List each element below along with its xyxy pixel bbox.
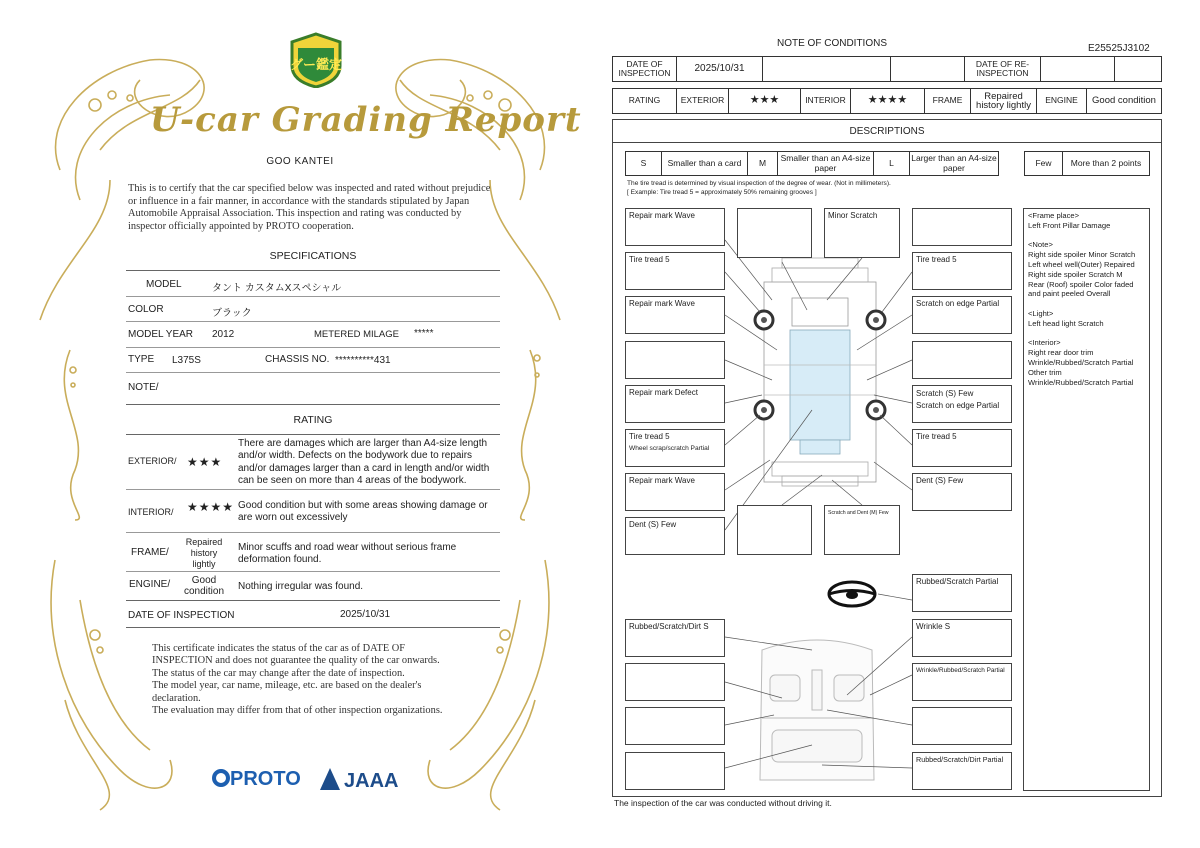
damage-box <box>737 505 812 555</box>
damage-box <box>625 663 725 701</box>
interior-stars: ★★★★ <box>851 89 925 113</box>
damage-box: Tire tread 5 <box>912 252 1012 290</box>
damage-box: Tire tread 5 <box>625 252 725 290</box>
note-label: NOTE/ <box>128 382 159 393</box>
damage-box: Scratch on edge Partial <box>912 296 1012 334</box>
exterior-label: EXTERIOR <box>677 89 729 113</box>
type-value: L375S <box>172 355 201 366</box>
jaaa-logo: JAAA <box>320 768 398 793</box>
footer-line: INSPECTION and does not guarantee the quality of the car onwards. <box>152 655 440 667</box>
interior-stars: ★★★★ <box>187 500 235 514</box>
frame-value: Repaired history lightly <box>185 537 223 569</box>
note-line: Other trim <box>1028 367 1062 377</box>
certificate-intro: This is to certify that the car specified below was inspected and rated without prejudice or influence in a fair manner, in accordance with the standards stipulated by Japan Automobile Appraisal Association. This inspection and rating was conducted by inspector officially appointed by PROTO cooperation. <box>128 183 491 232</box>
damage-box <box>912 341 1012 379</box>
engine-value: Good condition <box>1092 95 1156 107</box>
legend-text: Larger than an A4-size paper <box>911 153 997 173</box>
note-line: Right rear door trim <box>1028 348 1094 358</box>
interior-description: Good condition but with some areas showing damage or are worn out excessively <box>238 500 488 524</box>
model-value: タント カスタムXスペシャル <box>212 283 342 294</box>
tire-note: The tire tread is determined by visual inspection of the degree of wear. (Not in millimeters). <box>627 180 891 187</box>
exterior-label: EXTERIOR/ <box>128 456 177 466</box>
few-legend <box>1024 151 1150 176</box>
color-label: COLOR <box>128 304 164 315</box>
engine-value: Good condition <box>183 575 225 597</box>
damage-box: Repair mark Wave <box>625 296 725 334</box>
damage-box: Scratch and Dent (M) Few <box>824 505 900 555</box>
frame-value: Repaired history lightly <box>971 89 1037 113</box>
goo-kantei-badge <box>288 32 344 88</box>
damage-box: Scratch (S) Few Scratch on edge Partial <box>912 385 1012 423</box>
note-line: Right side spoiler Minor Scratch <box>1028 250 1136 260</box>
reinspection-label: DATE OF RE-INSPECTION <box>965 57 1041 81</box>
damage-box: Repair mark Wave <box>625 473 725 511</box>
engine-description: Nothing irregular was found. <box>238 581 364 592</box>
damage-box: Rubbed/Scratch/Dirt S <box>625 619 725 657</box>
interior-label: INTERIOR/ <box>128 507 174 517</box>
damage-box <box>737 208 812 258</box>
damage-box: Dent (S) Few <box>912 473 1012 511</box>
proto-logo: PROTO <box>212 768 301 791</box>
legend-text: Smaller than a card <box>662 152 748 175</box>
footer-line: The evaluation may differ from that of other inspection organizations. <box>152 705 443 717</box>
specifications-heading: SPECIFICATIONS <box>269 250 357 262</box>
footer-line: declaration. <box>152 692 201 704</box>
engine-label: ENGINE <box>1037 89 1087 113</box>
note-line: <Note> <box>1028 240 1053 250</box>
exterior-description: There are damages which are larger than A4-size length and/or width. Defects on the bodywork due to repairs and/or damages larger than a card in length and/or width can be seen on more than 4 areas of the bodywork. <box>238 438 490 487</box>
damage-box: Wrinkle S <box>912 619 1012 657</box>
note-line: Wrinkle/Rubbed/Scratch Partial <box>1028 377 1134 387</box>
certificate-subtitle: GOO KANTEI <box>266 156 334 167</box>
inspection-footnote: The inspection of the car was conducted without driving it. <box>614 798 832 808</box>
note-line <box>1028 231 1145 241</box>
rating-label: RATING <box>613 89 677 113</box>
model-label: MODEL <box>146 279 182 290</box>
note-line: <Light> <box>1028 308 1054 318</box>
note-line: <Frame place> <box>1028 211 1080 220</box>
damage-box <box>625 707 725 745</box>
damage-box <box>625 429 725 467</box>
exterior-stars: ★★★ <box>187 455 223 469</box>
conditions-title: NOTE OF CONDITIONS <box>777 38 887 49</box>
rating-heading: RATING <box>293 414 333 426</box>
note-line <box>1028 329 1145 339</box>
note-line: Wrinkle/Rubbed/Scratch Partial <box>1028 357 1134 367</box>
legend-text: More than 2 points <box>1070 157 1142 168</box>
rating-table <box>612 88 1162 114</box>
chassis-value: **********431 <box>335 355 391 366</box>
note-line: Right side spoiler Scratch M <box>1028 269 1123 279</box>
note-line: Left Front Pillar Damage <box>1028 220 1111 230</box>
chassis-label: CHASSIS NO. <box>265 354 330 365</box>
damage-box: Rubbed/Scratch Partial <box>912 574 1012 612</box>
interior-label: INTERIOR <box>801 89 851 113</box>
damage-box: Repair mark Defect <box>625 385 725 423</box>
note-line: <Interior> <box>1028 338 1061 348</box>
date-of-inspection-value: 2025/10/31 <box>340 609 391 620</box>
damage-box: Wrinkle/Rubbed/Scratch Partial <box>912 663 1012 701</box>
legend-key: S <box>626 152 662 175</box>
damage-box <box>625 341 725 379</box>
damage-box: Tire tread 5 <box>912 429 1012 467</box>
footer-line: The model year, car name, mileage, etc. are based on the dealer's <box>152 680 422 692</box>
note-line <box>1028 299 1145 309</box>
damage-box: Repair mark Wave <box>625 208 725 246</box>
damage-box-line: Wheel scrap/scratch Partial <box>629 445 710 452</box>
note-line: Rear (Roof) spoiler Color faded and paint peeled Overall <box>1028 279 1134 299</box>
descriptions-heading: DESCRIPTIONS <box>612 119 1162 143</box>
damage-box: Dent (S) Few <box>625 517 725 555</box>
model-year-value: 2012 <box>212 329 235 340</box>
tire-note-example: [ Example: Tire tread 5 = approximately 50% remaining grooves ] <box>627 189 817 196</box>
date-of-inspection-label: DATE OF INSPECTION <box>128 610 235 621</box>
leader-line <box>878 590 914 604</box>
inspection-date-table <box>612 56 1162 82</box>
legend-key: M <box>748 152 778 175</box>
type-label: TYPE <box>128 354 155 365</box>
note-line: Left head light Scratch <box>1028 318 1104 328</box>
date-inspection-label: DATE OF INSPECTION <box>613 57 677 81</box>
frame-label: FRAME/ <box>131 547 169 558</box>
damage-box: Rubbed/Scratch/Dirt Partial <box>912 752 1012 790</box>
condition-notes <box>1023 208 1150 791</box>
certificate-footer <box>152 643 482 717</box>
damage-box <box>912 707 1012 745</box>
color-value: ブラック <box>212 308 252 319</box>
engine-label: ENGINE/ <box>129 579 171 590</box>
certificate-title: U-car Grading Report <box>150 100 582 140</box>
frame-label: FRAME <box>925 89 971 113</box>
legend-key: Few <box>1025 152 1063 175</box>
date-inspection-value: 2025/10/31 <box>677 57 763 81</box>
note-line: Left wheel well(Outer) Repaired <box>1028 259 1135 269</box>
damage-box <box>912 208 1012 246</box>
report-id: E25525J3102 <box>1088 43 1150 54</box>
legend-key: L <box>874 152 910 175</box>
exterior-stars: ★★★ <box>729 89 801 113</box>
legend-text: Smaller than an A4-size paper <box>778 152 874 175</box>
steering-wheel-icon <box>826 579 878 609</box>
damage-box <box>625 752 725 790</box>
model-year-label: MODEL YEAR <box>128 329 194 340</box>
metered-mileage-label: METERED MILAGE <box>314 329 399 340</box>
footer-line: This certificate indicates the status of the car as of DATE OF <box>152 643 406 654</box>
svg-text:グー鑑定: グー鑑定 <box>289 58 343 73</box>
frame-description: Minor scuffs and road wear without serious frame deformation found. <box>238 542 457 566</box>
footer-line: The status of the car may change after the date of inspection. <box>152 667 405 679</box>
size-legend <box>625 151 999 176</box>
damage-box-line: Tire tread 5 <box>629 432 670 441</box>
damage-box: Minor Scratch <box>824 208 900 258</box>
metered-mileage-value: ***** <box>414 328 434 339</box>
